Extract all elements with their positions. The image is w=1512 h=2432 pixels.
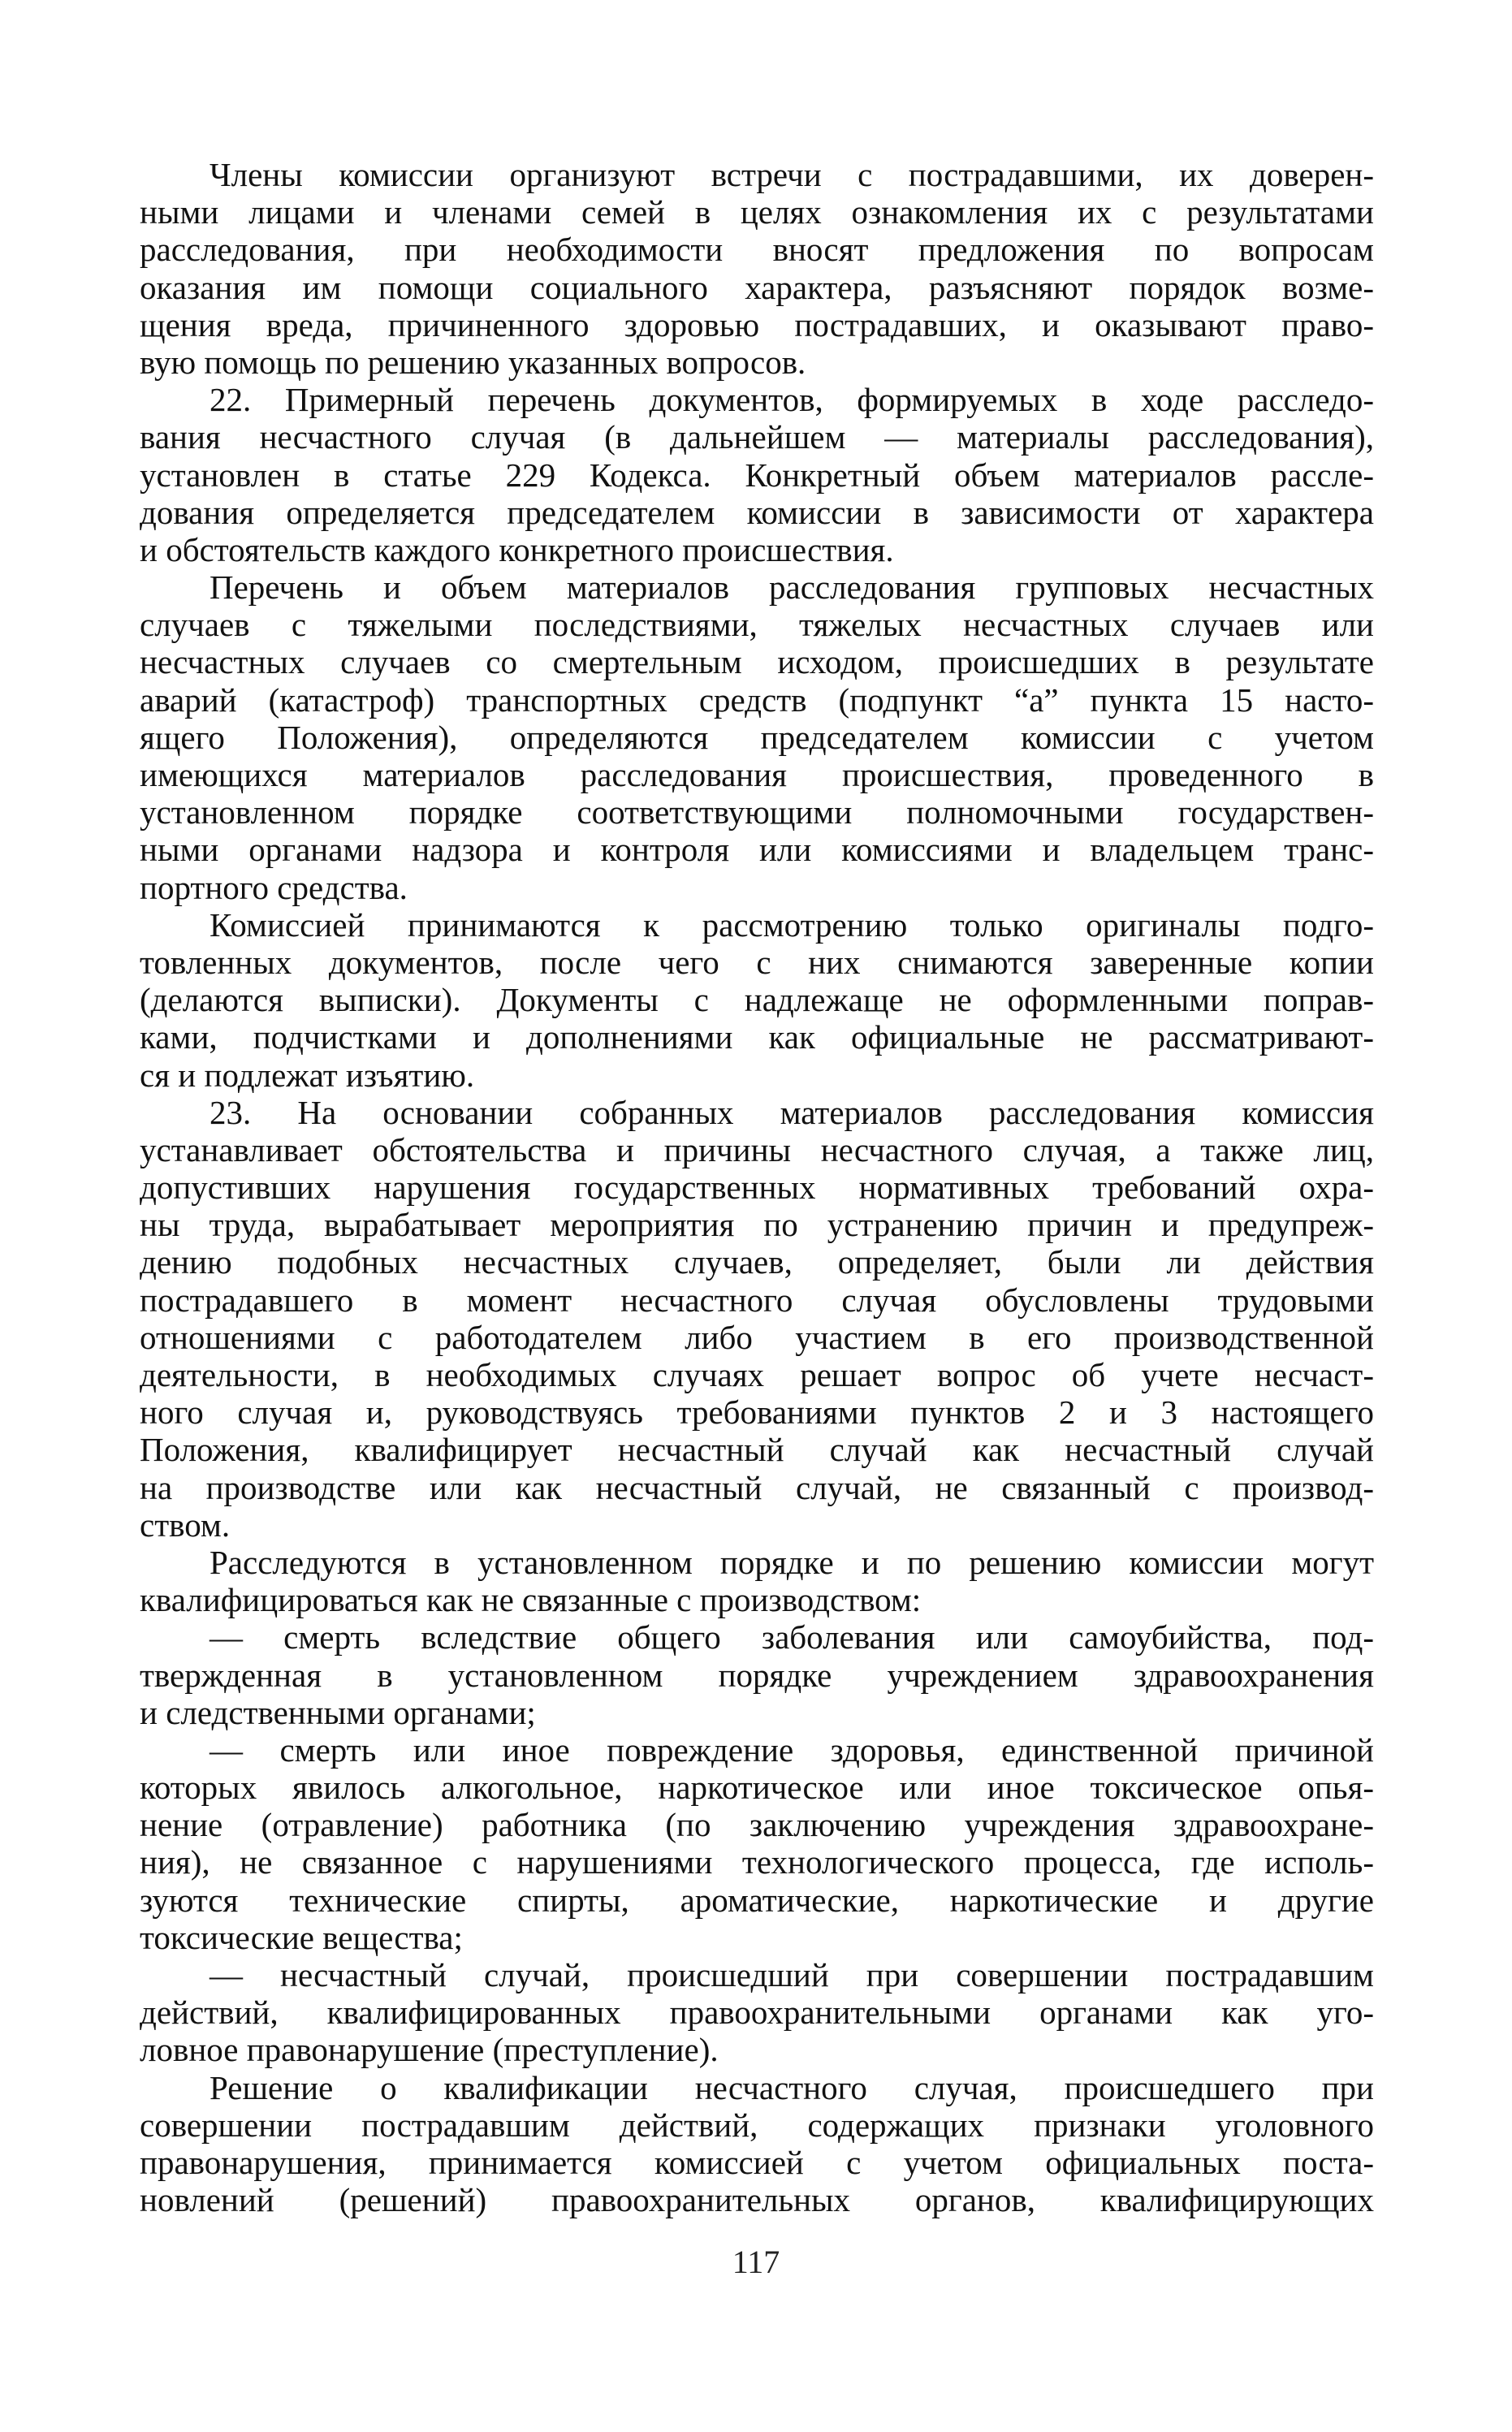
text-line: устанавливает обстоятельства и причины несчастного случая, а также лиц, <box>140 1130 1374 1168</box>
text-line: ными органами надзора и контроля или комиссиями и владельцем транс- <box>140 831 1374 869</box>
text-line: вую помощь по решению указанных вопросов. <box>140 343 806 381</box>
text-line: ся и подлежат изъятию. <box>140 1056 475 1094</box>
text-line: твержденная в установленном порядке учреждением здравоохранения <box>140 1656 1374 1694</box>
text-line: новлений (решений) правоохранительных органов, квалифицирующих <box>140 2181 1374 2219</box>
text-line: — несчастный случай, происшедший при совершении пострадавшим <box>210 1956 1374 1994</box>
text-line: действий, квалифицированных правоохранительными органами как уго- <box>140 1994 1374 2032</box>
text-line: 23. На основании собранных материалов расследования комиссия <box>210 1093 1374 1131</box>
text-line: установленном порядке соответствующими полномочными государствен- <box>140 793 1374 832</box>
text-line: вания несчастного случая (в дальнейшем — материалы расследования), <box>140 418 1374 456</box>
text-line: ного случая и, руководствуясь требованиями пунктов 2 и 3 настоящего <box>140 1393 1374 1432</box>
document-body <box>140 156 1374 2218</box>
text-line: 22. Примерный перечень документов, формируемых в ходе расследо- <box>210 381 1374 419</box>
text-line: товленных документов, после чего с них снимаются заверенные копии <box>140 943 1374 981</box>
text-line: портного средства. <box>140 868 408 906</box>
text-line: установлен в статье 229 Кодекса. Конкретный объем материалов рассле- <box>140 456 1374 494</box>
text-line: Решение о квалификации несчастного случая, происшедшего при <box>210 2068 1374 2106</box>
text-line: оказания им помощи социального характера, разъясняют порядок возме- <box>140 268 1374 306</box>
text-line: дования определяется председателем комиссии в зависимости от характера <box>140 493 1374 531</box>
text-line: квалифицироваться как не связанные с производством: <box>140 1581 922 1619</box>
text-line: деятельности, в необходимых случаях решает вопрос об учете несчаст- <box>140 1356 1374 1393</box>
text-line: ками, подчистками и дополнениями как официальные не рассматривают- <box>140 1018 1374 1056</box>
text-line: и обстоятельств каждого конкретного происшествия. <box>140 530 894 568</box>
text-line: щения вреда, причиненного здоровью пострадавших, и оказывают право- <box>140 305 1374 343</box>
text-line: которых явилось алкогольное, наркотическое или иное токсическое опья- <box>140 1769 1374 1807</box>
text-line: случаев с тяжелыми последствиями, тяжелых несчастных случаев или <box>140 606 1374 644</box>
text-line: ящего Положения), определяются председателем комиссии с учетом <box>140 718 1374 756</box>
text-line: пострадавшего в момент несчастного случая обусловлены трудовыми <box>140 1281 1374 1319</box>
text-line: отношениями с работодателем либо участием в его производственной <box>140 1318 1374 1356</box>
text-line: несчастных случаев со смертельным исходом, происшедших в результате <box>140 643 1374 681</box>
text-line: допустивших нарушения государственных нормативных требований охра- <box>140 1168 1374 1207</box>
text-line: ны труда, вырабатывает мероприятия по устранению причин и предупреж- <box>140 1206 1374 1244</box>
text-line: имеющихся материалов расследования происшествия, проведенного в <box>140 756 1374 793</box>
text-line: дению подобных несчастных случаев, определяет, были ли действия <box>140 1243 1374 1281</box>
text-line: правонарушения, принимается комиссией с учетом официальных поста- <box>140 2143 1374 2181</box>
text-line: Члены комиссии организуют встречи с пострадавшими, их доверен- <box>210 156 1374 193</box>
text-line: нение (отравление) работника (по заключению учреждения здравоохране- <box>140 1806 1374 1844</box>
text-line: (делаются выписки). Документы с надлежаще не оформленными поправ- <box>140 981 1374 1019</box>
text-line: Положения, квалифицирует несчастный случай как несчастный случай <box>140 1431 1374 1469</box>
text-line: и следственными органами; <box>140 1693 536 1731</box>
text-line: на производстве или как несчастный случай, не связанный с производ- <box>140 1468 1374 1506</box>
text-line: ловное правонарушение (преступление). <box>140 2031 719 2069</box>
text-line: аварий (катастроф) транспортных средств (подпункт “а” пункта 15 насто- <box>140 680 1374 719</box>
text-line: ными лицами и членами семей в целях ознакомления их с результатами <box>140 193 1374 231</box>
text-line: ством. <box>140 1505 231 1544</box>
text-line: — смерть или иное повреждение здоровья, единственной причиной <box>210 1730 1374 1769</box>
text-line: ния), не связанное с нарушениями технологического процесса, где исполь- <box>140 1843 1374 1881</box>
page-number: 117 <box>732 2244 780 2280</box>
text-line: зуются технические спирты, ароматические, наркотические и другие <box>140 1881 1374 1919</box>
text-line: Комиссией принимаются к рассмотрению только оригиналы подго- <box>210 905 1374 944</box>
text-line: расследования, при необходимости вносят предложения по вопросам <box>140 231 1374 269</box>
text-line: Расследуются в установленном порядке и по решению комиссии могут <box>210 1543 1374 1581</box>
text-line: Перечень и объем материалов расследования групповых несчастных <box>210 568 1374 607</box>
text-line: токсические вещества; <box>140 1918 463 1956</box>
text-line: — смерть вследствие общего заболевания или самоубийства, под- <box>210 1618 1374 1657</box>
text-line: совершении пострадавшим действий, содержащих признаки уголовного <box>140 2106 1374 2144</box>
